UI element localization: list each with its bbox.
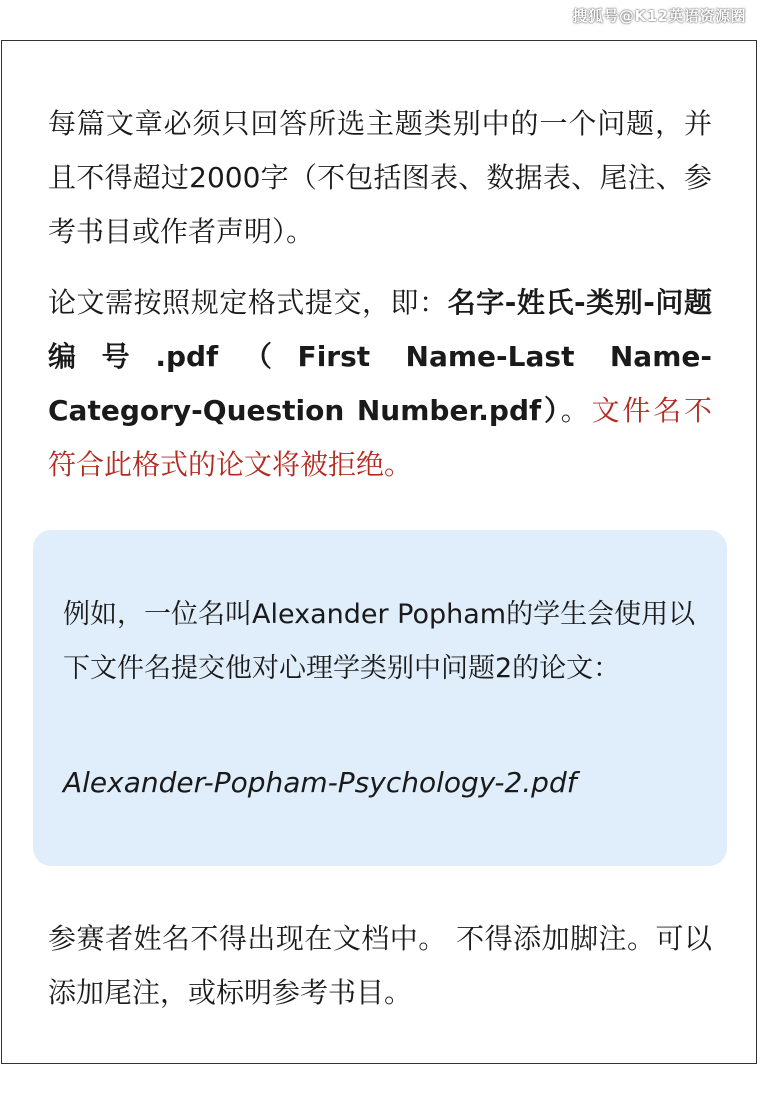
- example-filename: Alexander-Popham-Psychology-2.pdf: [63, 766, 577, 799]
- format-intro-text: 论文需按照规定格式提交，即：: [48, 286, 448, 319]
- example-callout-box: [33, 530, 727, 866]
- watermark: 搜狐号@K12英语资源圈: [572, 7, 746, 25]
- rules-paragraph-file-format: [48, 276, 712, 492]
- format-period: 。: [560, 394, 592, 427]
- rules-paragraph-word-limit: 每篇文章必须只回答所选主题类别中的一个问题，并且不得超过2000字（不包括图表、数据表、尾注、参考书目或作者声明）。: [48, 107, 712, 248]
- rejection-warning: 文件名不符合此格式的论文将被拒绝。: [48, 394, 712, 481]
- format-specification: 名字-姓氏-类别-问题编号.pdf（First Name-Last Name-Category-Question Number.pdf）: [48, 286, 712, 427]
- rules-paragraph-anonymity: 参赛者姓名不得出现在文档中。 不得添加脚注。可以添加尾注，或标明参考书目。: [48, 922, 712, 1009]
- example-description: 例如，一位名叫Alexander Popham的学生会使用以下文件名提交他对心理学类别中问题2的论文：: [63, 599, 696, 684]
